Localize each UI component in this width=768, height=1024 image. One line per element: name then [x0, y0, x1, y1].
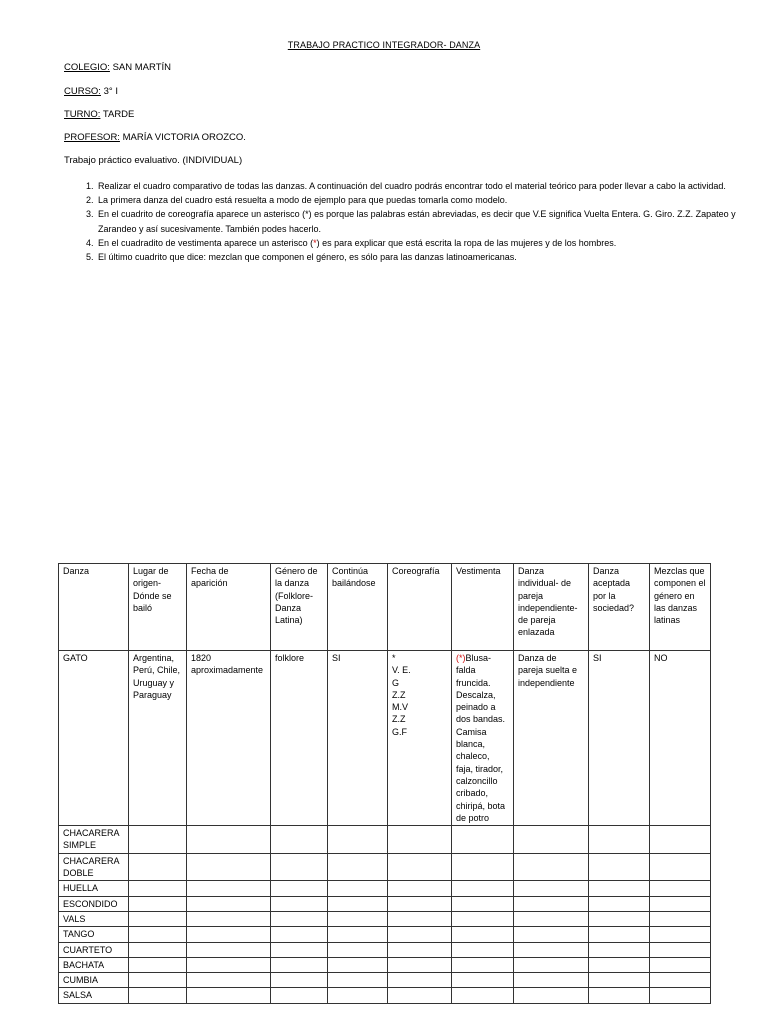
table-row	[59, 911, 711, 926]
instruction-text: ) es para explicar que está escrita la ropa de las mujeres y de los hombres.	[316, 237, 617, 248]
field-value: SAN MARTÍN	[109, 62, 171, 73]
instruction-item: 1. Realizar el cuadro comparativo de todas las danzas. A continuación del cuadro podrás encontrar todo el material teórico para poder llevar a cabo la actividad.	[96, 179, 736, 193]
cell-danza: VALS	[59, 911, 129, 926]
header-vestimenta: Vestimenta	[452, 564, 514, 651]
cell-danza: BACHATA	[59, 957, 129, 972]
cell-danza: CHACARERA DOBLE	[59, 853, 129, 881]
header-genero: Género de la danza (Folklore- Danza Latina)	[271, 564, 328, 651]
cell-lugar: Argentina, Perú, Chile, Uruguay y Paraguay	[129, 651, 187, 826]
cell-tipo: Danza de pareja suelta e independiente	[514, 651, 589, 826]
choreo-line: V. E.	[392, 665, 411, 676]
cell-coreografia	[388, 651, 452, 826]
cell-danza: CUMBIA	[59, 973, 129, 988]
cell-danza: SALSA	[59, 988, 129, 1003]
choreo-line: Z.Z	[392, 689, 406, 700]
table-row	[59, 853, 711, 881]
document-title: TRABAJO PRACTICO INTEGRADOR- DANZA	[287, 40, 481, 50]
cell-aceptada: SI	[589, 651, 650, 826]
table-row	[59, 927, 711, 942]
header-aceptada: Danza aceptada por la sociedad?	[589, 564, 650, 651]
instruction-item	[96, 236, 736, 250]
cell-danza: HUELLA	[59, 881, 129, 896]
table-row	[59, 973, 711, 988]
choreo-line: *	[392, 653, 396, 663]
field-value: MARÍA VICTORIA OROZCO.	[119, 132, 246, 143]
table-row	[59, 942, 711, 957]
header-mezclas: Mezclas que componen el género en las danzas latinas	[650, 564, 711, 651]
field-curso	[64, 86, 118, 97]
table-header-row	[59, 564, 711, 651]
intro-text: Trabajo práctico evaluativo. (INDIVIDUAL)	[64, 155, 243, 166]
instructions-list	[64, 179, 736, 264]
choreo-line: Z.Z	[392, 714, 406, 725]
table-row	[59, 988, 711, 1003]
table-row	[59, 881, 711, 896]
field-value: TARDE	[100, 109, 135, 120]
vestimenta-text: Blusa- falda fruncida. Descalza, peinado a dos bandas. Camisa blanca, chaleco, faja, tirador, calzoncillo cribado, chiripá, bota de potro	[456, 653, 506, 823]
header-danza: Danza	[59, 564, 129, 651]
choreo-line: M.V	[392, 702, 409, 713]
cell-mezclas: NO	[650, 651, 711, 826]
cell-danza: ESCONDIDO	[59, 896, 129, 911]
dance-comparison-table	[58, 563, 711, 1004]
field-turno	[64, 109, 134, 120]
field-label: PROFESOR:	[64, 132, 120, 143]
field-colegio	[64, 62, 171, 73]
header-coreografia: Coreografía	[388, 564, 452, 651]
cell-danza: TANGO	[59, 927, 129, 942]
table-row	[59, 826, 711, 854]
header-tipo: Danza individual- de pareja independiente- de pareja enlazada	[514, 564, 589, 651]
cell-vestimenta	[452, 651, 514, 826]
field-label: CURSO:	[64, 86, 101, 97]
instruction-item: 2. La primera danza del cuadro está resuelta a modo de ejemplo para que puedas tomarla como modelo.	[96, 193, 736, 207]
header-lugar: Lugar de origen- Dónde se bailó	[129, 564, 187, 651]
header-continua: Continúa bailándose	[328, 564, 388, 651]
cell-danza: GATO	[59, 651, 129, 826]
field-profesor	[64, 132, 246, 143]
header-fecha: Fecha de aparición	[187, 564, 271, 651]
cell-danza: CHACARERA SIMPLE	[59, 826, 129, 854]
choreo-line: G	[392, 677, 400, 688]
instruction-text: En el cuadradito de vestimenta aparece un asterisco (	[98, 237, 314, 248]
table-row-example	[59, 651, 711, 826]
cell-continua: SI	[328, 651, 388, 826]
field-label: COLEGIO:	[64, 62, 110, 73]
instruction-item: 5. El último cuadrito que dice: mezclan que componen el género, es sólo para las danzas latinoamericanas.	[96, 250, 736, 264]
cell-fecha: 1820 aproximadamente	[187, 651, 271, 826]
cell-danza: CUARTETO	[59, 942, 129, 957]
choreo-line: G.F	[392, 726, 407, 737]
asterisk-mark: (*)	[456, 653, 466, 663]
table-row	[59, 896, 711, 911]
cell-genero: folklore	[271, 651, 328, 826]
field-label: TURNO:	[64, 109, 101, 120]
table-row	[59, 957, 711, 972]
asterisk-mark: *	[313, 237, 317, 248]
field-value: 3° I	[100, 86, 118, 97]
instruction-item: 3. En el cuadrito de coreografía aparece un asterisco (*) es porque las palabras están abreviadas, es decir que V.E significa Vuelta Entera. G. Giro. Z.Z. Zapateo y Zarandeo y así sucesivamente. También podes hacerlo.	[96, 207, 736, 235]
